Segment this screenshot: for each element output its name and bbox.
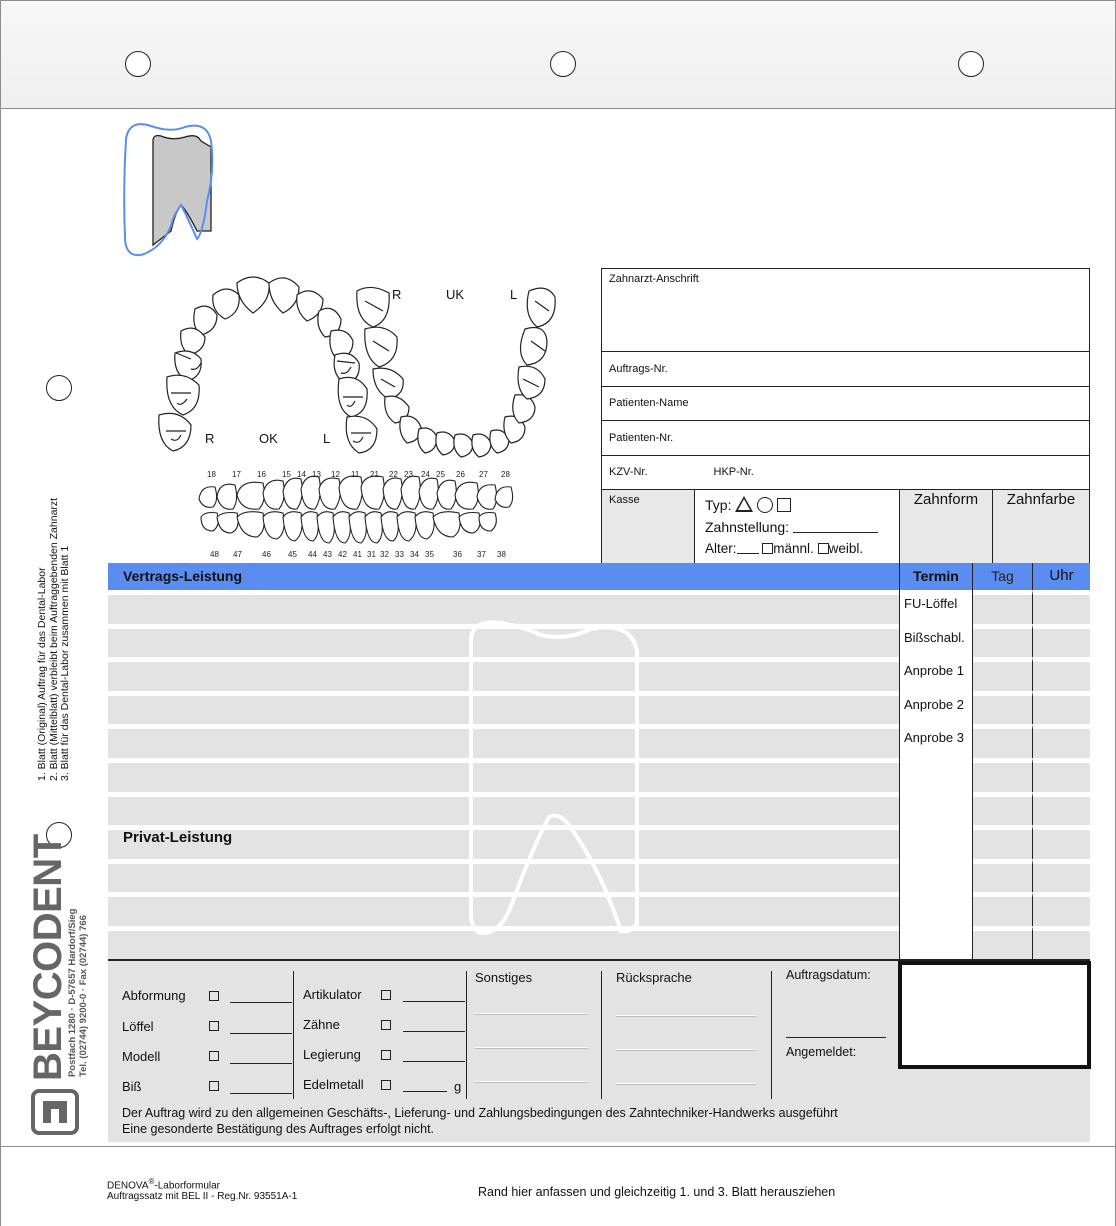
sheet-instruction-1: 1. Blatt (Original) Auftrag für das Dental-Labor (36, 567, 48, 781)
footer-product (107, 1176, 297, 1202)
alloy-label: Legierung (303, 1047, 361, 1062)
tooth-number: 12 (331, 470, 340, 479)
tooth-number: 25 (436, 470, 445, 479)
time-header: Uhr (1049, 567, 1074, 584)
tray-label: Löffel (122, 1019, 154, 1034)
order-number-label: Auftrags-Nr. (609, 362, 668, 375)
lower-uk-label: UK (446, 287, 465, 302)
terms-line-1: Der Auftrag wird zu den allgemeinen Geschäfts-, Lieferung- und Zahlungsbedingungen des Zahntechniker-Handwerks ausgeführt (122, 1106, 838, 1120)
insurance-label: Kasse (609, 494, 640, 506)
tooth-number: 37 (477, 550, 486, 559)
tooth-number: 36 (453, 550, 462, 559)
order-date-label: Auftragsdatum: (786, 968, 871, 982)
tooth-number: 21 (370, 470, 379, 479)
articulator-label: Artikulator (303, 987, 362, 1002)
tear-instruction: Rand hier anfassen und gleichzeitig 1. und 3. Blatt herausziehen (478, 1185, 836, 1199)
tooth-number: 41 (353, 550, 362, 559)
lower-right-label: R (392, 287, 402, 302)
tooth-number: 46 (262, 550, 271, 559)
tooth-number: 35 (425, 550, 434, 559)
product-suffix: -Laborformular (154, 1180, 220, 1192)
contract-services-title: Vertrags-Leistung (123, 568, 243, 584)
appointment-cell: Anprobe 3 (899, 724, 973, 758)
tooth-number: 11 (351, 470, 360, 479)
registered-label: Angemeldet: (786, 1045, 857, 1059)
appointment-header: Termin (899, 563, 973, 590)
female-label: weibl. (828, 541, 864, 556)
product-name: DENOVA (107, 1180, 149, 1192)
tooth-number: 27 (479, 470, 488, 479)
tooth-number: 45 (288, 550, 297, 559)
appointment-cell: Bißschabl. (899, 624, 973, 658)
tooth-number: 47 (233, 550, 242, 559)
registered-mark: ® (148, 1177, 155, 1186)
appointment-cell: Anprobe 1 (899, 657, 973, 691)
tooth-color-label: Zahnfarbe (1006, 491, 1076, 508)
age-label: Alter: (705, 541, 737, 556)
patient-number-label: Patienten-Nr. (609, 431, 674, 444)
tooth-number: 14 (297, 470, 306, 479)
appointment-cell: FU-Löffel (899, 590, 973, 624)
tooth-number: 38 (497, 550, 506, 559)
tooth-number: 22 (389, 470, 398, 479)
precious-metal-label: Edelmetall (303, 1077, 364, 1092)
tooth-number: 13 (312, 470, 321, 479)
appointment-cell: Anprobe 2 (899, 691, 973, 725)
product-reg: Auftragssatz mit BEL II - Reg.Nr. 93551A-1 (107, 1191, 298, 1203)
sheet-instruction-2: 2. Blatt (Mittelblatt) verbleibt beim Auftraggebenden Zahnarzt (47, 497, 60, 781)
upper-left-label: L (323, 431, 331, 446)
upper-right-label: R (205, 431, 215, 446)
tooth-position-label: Zahnstellung: (705, 519, 790, 535)
tooth-number: 33 (395, 550, 404, 559)
kzv-label: KZV-Nr. (609, 466, 648, 479)
type-label: Typ: (705, 497, 732, 513)
brand-address-2: Tel. (02744) 9200-0 · Fax (02744) 766 (78, 915, 89, 1077)
tooth-number: 17 (232, 470, 241, 479)
teeth-label: Zähne (303, 1017, 340, 1032)
other-label: Sonstiges (475, 970, 533, 985)
tooth-number: 24 (421, 470, 430, 479)
tooth-number: 26 (456, 470, 465, 479)
tooth-number: 28 (501, 470, 510, 479)
brand-logo-icon (1, 1, 1116, 1226)
impression-label: Abformung (122, 988, 186, 1003)
tooth-number: 18 (207, 470, 216, 479)
tooth-number: 43 (323, 550, 332, 559)
tooth-number: 34 (410, 550, 419, 559)
patient-name-label: Patienten-Name (609, 397, 689, 410)
tooth-number: 15 (282, 470, 291, 479)
tooth-number: 23 (404, 470, 413, 479)
tooth-number: 31 (367, 550, 376, 559)
day-header: Tag (973, 563, 1033, 590)
tooth-number: 44 (308, 550, 317, 559)
male-label: männl. (773, 541, 814, 556)
gram-unit: g (454, 1079, 462, 1094)
tooth-shape-label: Zahnform (913, 491, 979, 508)
brand-name: BEYCODENT (26, 834, 70, 1081)
upper-ok-label: OK (259, 431, 278, 446)
brand-address-1: Postfach 1280 · D-57657 Hardorf/Sieg (67, 908, 78, 1077)
tooth-number: 16 (257, 470, 266, 479)
sheet-instruction-3: 3. Blatt für das Dental-Labor zusammen mit Blatt 1 (59, 545, 71, 781)
dentist-address-label: Zahnarzt-Anschrift (609, 273, 699, 285)
terms-line-2: Eine gesonderte Bestätigung des Auftrages erfolgt nicht. (122, 1122, 435, 1136)
tooth-number: 48 (210, 550, 219, 559)
private-services-title: Privat-Leistung (123, 829, 233, 847)
lower-left-label: L (510, 287, 518, 302)
tooth-number: 42 (338, 550, 347, 559)
consultation-label: Rücksprache (616, 970, 692, 985)
bite-label: Biß (122, 1079, 142, 1094)
model-label: Modell (122, 1049, 161, 1064)
tooth-number: 32 (380, 550, 389, 559)
hkp-label: HKP-Nr. (713, 466, 754, 479)
